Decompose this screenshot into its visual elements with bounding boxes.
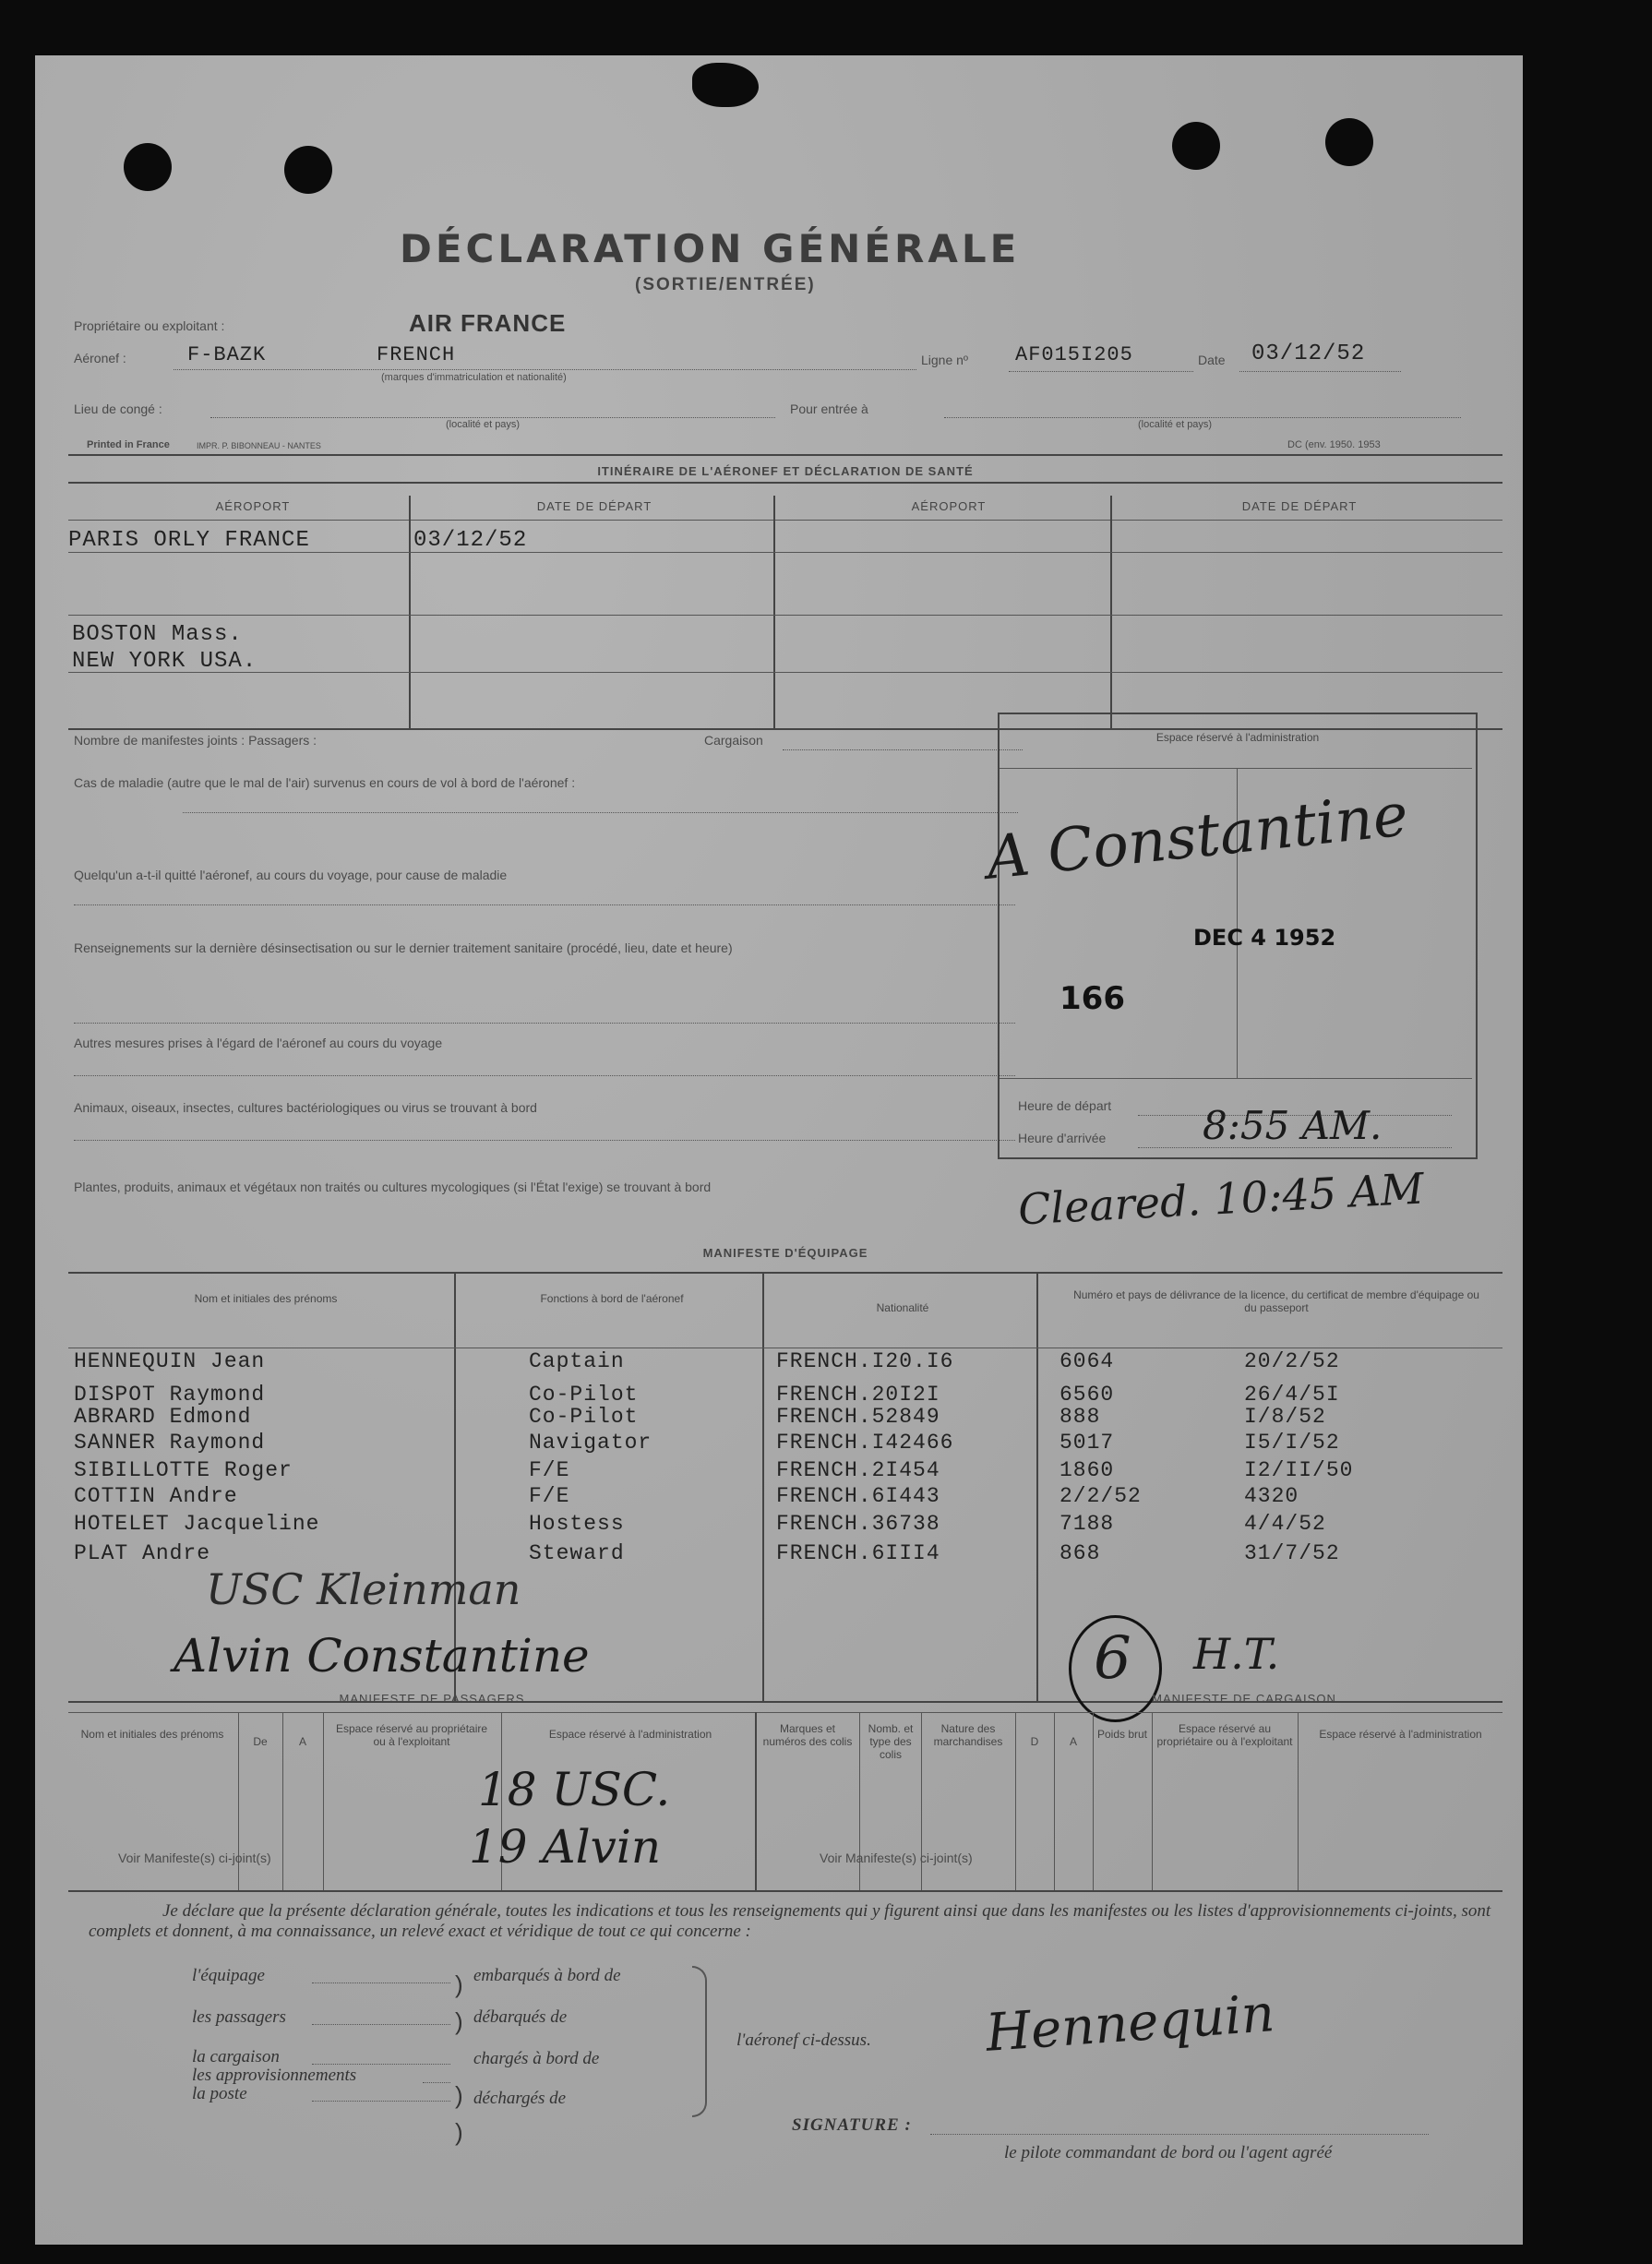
decl-mail: la poste: [192, 2084, 247, 2103]
crew-nationality: FRENCH.6I443: [776, 1484, 940, 1508]
cargo-label: Cargaison: [704, 733, 763, 748]
col-date-1: DATE DE DÉPART: [536, 499, 652, 513]
pax-col-from: De: [253, 1735, 268, 1748]
col-airport-2: AÉROPORT: [911, 499, 987, 513]
date-stamp: DEC 4 1952: [1193, 925, 1336, 951]
crew-nationality: FRENCH.I42466: [776, 1431, 954, 1455]
page-title: DÉCLARATION GÉNÉRALE: [400, 226, 1021, 271]
aircraft-nationality: FRENCH: [377, 343, 456, 366]
declaration-text: Je déclare que la présente déclaration générale, toutes les indications et tous les renseignements qui y figurent ainsi que dans les manifestes ou les listes d'approvisionnements ci-joints, sont complets et donnent, à ma connaissance, un relevé exact et véridique de tout ce qui concerne :: [89, 1901, 1491, 1941]
date-label: Date: [1198, 353, 1226, 367]
crew-license-number: 868: [1059, 1541, 1101, 1565]
circled-count-value: 6: [1094, 1624, 1131, 1693]
pax-col-admin: Espace réservé à l'administration: [548, 1728, 712, 1741]
crew-role: Co-Pilot: [529, 1405, 639, 1429]
punch-hole: [284, 146, 332, 194]
cargo-see-attached: Voir Manifeste(s) ci-joint(s): [820, 1851, 973, 1865]
crew-license-number: 6560: [1059, 1383, 1115, 1407]
crew-name: DISPOT Raymond: [74, 1383, 266, 1407]
crew-name: SIBILLOTTE Roger: [74, 1458, 293, 1482]
captain-signature: Hennequin: [984, 1983, 1277, 2064]
paper-tear: [692, 63, 759, 107]
document-page: [35, 55, 1523, 2245]
crew-license-number: 888: [1059, 1405, 1101, 1429]
crew-license-date: 20/2/52: [1244, 1349, 1340, 1373]
crew-license-number: 7188: [1059, 1512, 1115, 1536]
animals-label: Animaux, oiseaux, insectes, cultures bactériologiques ou virus se trouvant à bord: [74, 1100, 537, 1115]
signer-caption: le pilote commandant de bord ou l'agent agréé: [1004, 2143, 1333, 2162]
decl-passengers: les passagers: [192, 2007, 286, 2027]
crew-role: F/E: [529, 1458, 570, 1482]
manifests-label: Nombre de manifestes joints : Passagers :: [74, 733, 317, 748]
date-value: 03/12/52: [1251, 341, 1366, 366]
aircraft-registration: F-BAZK: [187, 343, 267, 366]
cargo-col-count: Nomb. et type des colis: [868, 1722, 914, 1761]
cleared-note: Cleared. 10:45 AM: [1016, 1163, 1426, 1235]
decl-supplies: les approvisionnements: [192, 2066, 357, 2085]
crew-nationality: FRENCH.52849: [776, 1405, 940, 1429]
crew-name: HOTELET Jacqueline: [74, 1512, 320, 1536]
illness-label: Cas de maladie (autre que le mal de l'air) survenus en cours de vol à bord de l'aéronef :: [74, 775, 576, 790]
cargo-col-owner: Espace réservé au propriétaire ou à l'exploitant: [1156, 1722, 1293, 1748]
departure-label: Lieu de congé :: [74, 401, 162, 416]
decl-cargo: la cargaison: [192, 2047, 280, 2066]
hand-note-2: Alvin Constantine: [174, 1629, 590, 1683]
itinerary-airport-2: BOSTON Mass.: [72, 622, 243, 647]
printer-small: IMPR. P. BIBONNEAU - NANTES: [197, 441, 321, 450]
crew-license-date: I5/I/52: [1244, 1431, 1340, 1455]
crew-nationality: FRENCH.36738: [776, 1512, 940, 1536]
itinerary-title: ITINÉRAIRE DE L'AÉRONEF ET DÉCLARATION DE SANTÉ: [597, 464, 974, 478]
crew-license-number: 6064: [1059, 1349, 1115, 1373]
cargo-col-marks: Marques et numéros des colis: [762, 1722, 853, 1748]
aircraft-label: Aéronef :: [74, 351, 126, 365]
pax-see-attached: Voir Manifeste(s) ci-joint(s): [118, 1851, 271, 1865]
crew-name: SANNER Raymond: [74, 1431, 266, 1455]
itinerary-airport-1: PARIS ORLY FRANCE: [68, 528, 310, 553]
decl-aircraft: l'aéronef ci-dessus.: [736, 2030, 871, 2050]
owner-label: Propriétaire ou exploitant :: [74, 318, 225, 333]
crew-role: Co-Pilot: [529, 1383, 639, 1407]
signature-label: SIGNATURE :: [792, 2115, 912, 2135]
pax-col-to: A: [298, 1735, 306, 1748]
crew-col-nationality: Nationalité: [876, 1301, 929, 1314]
decl-loaded: chargés à bord de: [473, 2049, 600, 2068]
crew-license-date: 31/7/52: [1244, 1541, 1340, 1565]
itinerary-date-1: 03/12/52: [413, 528, 528, 553]
col-airport-1: AÉROPORT: [215, 499, 291, 513]
crew-license-date: 4320: [1244, 1484, 1299, 1508]
crew-name: PLAT Andre: [74, 1541, 211, 1565]
crew-nationality: FRENCH.2I454: [776, 1458, 940, 1482]
cargo-col-from: D: [1030, 1735, 1039, 1748]
aircraft-hint: (marques d'immatriculation et nationalité): [381, 372, 567, 383]
brace-right: [692, 1966, 707, 2117]
cargo-title: MANIFESTE DE CARGAISON: [1152, 1692, 1336, 1706]
cargo-col-admin: Espace réservé à l'administration: [1319, 1728, 1482, 1741]
cargo-col-nature: Nature des marchandises: [933, 1722, 1003, 1748]
punch-hole: [124, 143, 172, 191]
crew-nationality: FRENCH.20I2I: [776, 1383, 940, 1407]
measures-label: Autres mesures prises à l'égard de l'aéronef au cours du voyage: [74, 1036, 443, 1050]
punch-hole: [1325, 118, 1373, 166]
cargo-col-weight: Poids brut: [1096, 1728, 1148, 1741]
pax-hand-2: 19 Alvin: [469, 1820, 662, 1874]
crew-role: Captain: [529, 1349, 625, 1373]
cargo-col-to: A: [1069, 1735, 1077, 1748]
hand-note-1: USC Kleinman: [206, 1564, 521, 1614]
arrival-time-label: Heure d'arrivée: [1018, 1131, 1107, 1145]
crew-nationality: FRENCH.I20.I6: [776, 1349, 954, 1373]
pax-col-owner: Espace réservé au propriétaire ou à l'exploitant: [335, 1722, 488, 1748]
page-subtitle: (SORTIE/ENTRÉE): [635, 275, 816, 294]
depart-time-label: Heure de départ: [1018, 1098, 1112, 1113]
crew-license-number: 2/2/52: [1059, 1484, 1142, 1508]
circled-suffix: H.T.: [1193, 1629, 1280, 1679]
line-label: Ligne nº: [921, 353, 969, 367]
crew-col-name: Nom et initiales des prénoms: [194, 1292, 338, 1305]
stamp-number: 166: [1059, 980, 1125, 1017]
entry-label: Pour entrée à: [790, 401, 868, 416]
decl-crew: l'équipage: [192, 1966, 265, 1985]
crew-role: Hostess: [529, 1512, 625, 1536]
owner-value: AIR FRANCE: [409, 309, 567, 337]
crew-name: ABRARD Edmond: [74, 1405, 252, 1429]
pax-hand-1: 18 USC.: [478, 1763, 671, 1816]
decl-embarked: embarqués à bord de: [473, 1966, 621, 1985]
arrival-time-value: 8:55 AM.: [1203, 1103, 1383, 1148]
punch-hole: [1172, 122, 1220, 170]
admin-box-title: Espace réservé à l'administration: [1155, 731, 1320, 744]
line-number: AF015I205: [1015, 343, 1133, 366]
departure-hint: (localité et pays): [446, 419, 521, 430]
decl-unloaded: déchargés de: [473, 2089, 567, 2108]
crew-name: HENNEQUIN Jean: [74, 1349, 266, 1373]
crew-role: Steward: [529, 1541, 625, 1565]
brace-left: ) ) ) ): [455, 1971, 463, 2146]
col-date-2: DATE DE DÉPART: [1241, 499, 1358, 513]
admin-signature: A Constantine: [983, 781, 1412, 893]
crew-name: COTTIN Andre: [74, 1484, 238, 1508]
plants-label: Plantes, produits, animaux et végétaux non traités ou cultures mycologiques (si l'État l'exige) se trouvant à bord: [74, 1180, 712, 1194]
printer-note: Printed in France: [87, 439, 170, 450]
left-sick-label: Quelqu'un a-t-il quitté l'aéronef, au cours du voyage, pour cause de maladie: [74, 868, 508, 882]
entry-hint: (localité et pays): [1138, 419, 1213, 430]
form-code: DC (env. 1950. 1953: [1287, 439, 1381, 450]
crew-nationality: FRENCH.6III4: [776, 1541, 940, 1565]
crew-col-role: Fonctions à bord de l'aéronef: [540, 1292, 684, 1305]
decl-disembarked: débarqués de: [473, 2007, 568, 2027]
crew-role: Navigator: [529, 1431, 652, 1455]
crew-license-number: 5017: [1059, 1431, 1115, 1455]
disinfection-label: Renseignements sur la dernière désinsectisation ou sur le dernier traitement sanitaire (procédé, lieu, date et heure): [74, 940, 733, 955]
crew-license-date: I/8/52: [1244, 1405, 1326, 1429]
crew-role: F/E: [529, 1484, 570, 1508]
pax-col-name: Nom et initiales des prénoms: [80, 1728, 224, 1741]
itinerary-airport-3: NEW YORK USA.: [72, 649, 257, 674]
crew-license-number: 1860: [1059, 1458, 1115, 1482]
crew-license-date: 4/4/52: [1244, 1512, 1326, 1536]
crew-license-date: 26/4/5I: [1244, 1383, 1340, 1407]
crew-license-date: I2/II/50: [1244, 1458, 1354, 1482]
crew-title: MANIFESTE D'ÉQUIPAGE: [702, 1246, 868, 1260]
passenger-title: MANIFESTE DE PASSAGERS: [339, 1692, 525, 1706]
crew-col-license: Numéro et pays de délivrance de la licence, du certificat de membre d'équipage ou du passeport: [1073, 1288, 1479, 1314]
